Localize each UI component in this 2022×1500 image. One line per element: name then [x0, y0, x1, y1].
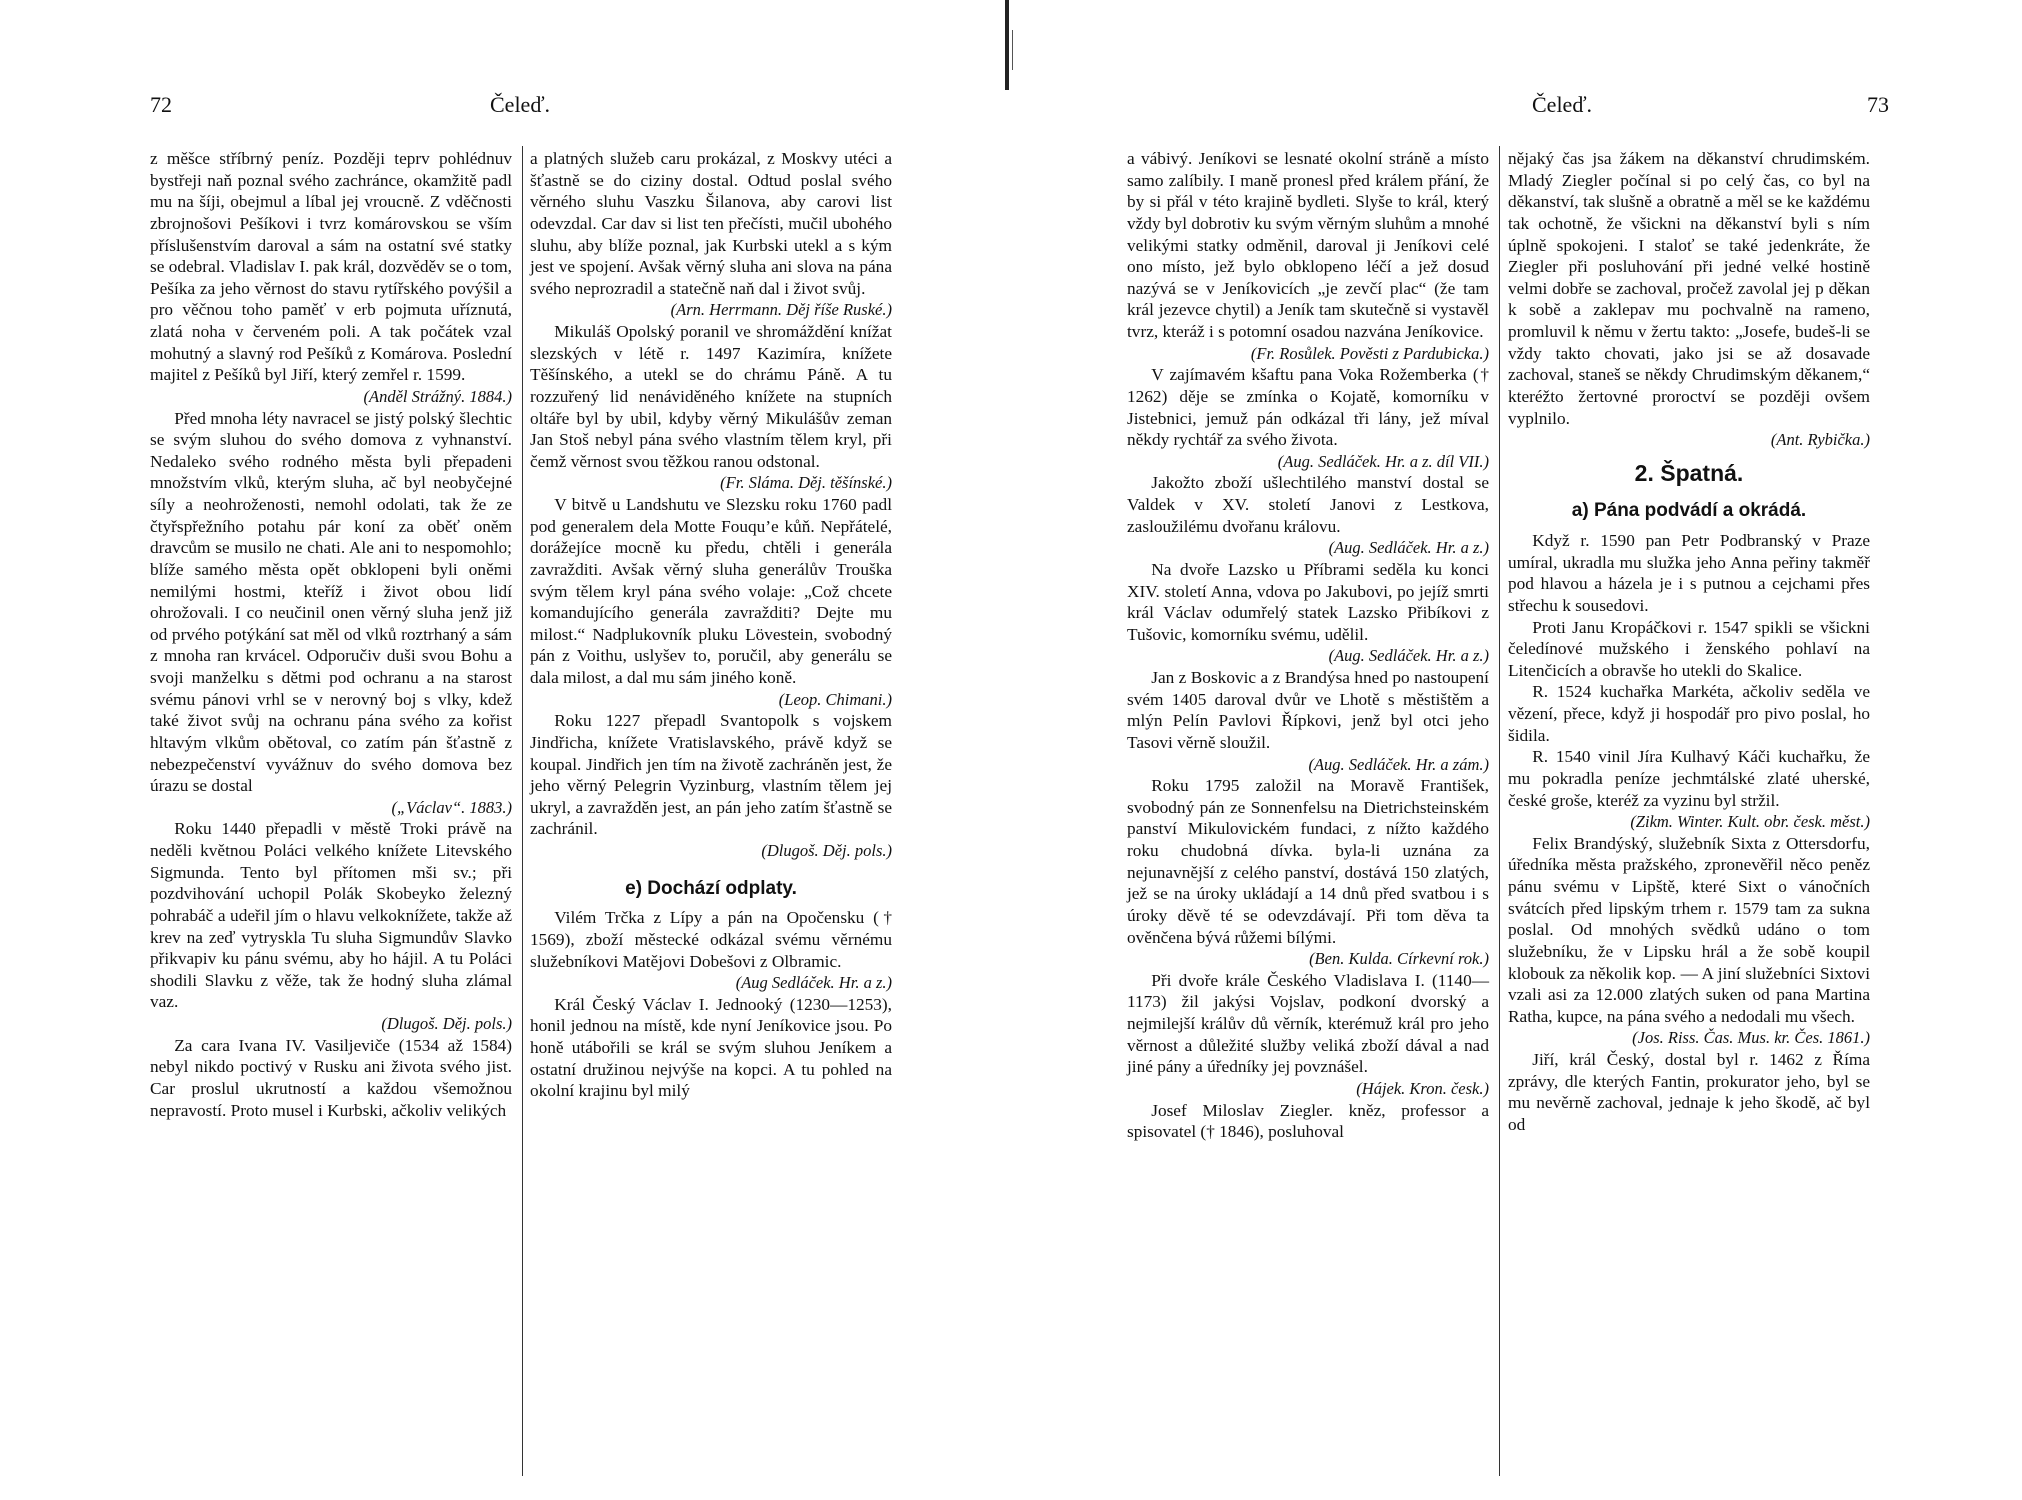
- section-heading: e) Dochází odplaty.: [625, 877, 797, 899]
- paragraph: Roku 1440 přepadli v městě Troki právě na neděli květnou Poláci velkého knížete Litevského Sigmunda. Tento byl přítomen mši sv.; při pozdvihování uchopil Polák Skobeyko železný pohrabáč a udeřil jím o hlavu velkoknížete, takže až krev na zeď vytryskla Tu sluha Sigmundův Slavko přikvapiv ku pánu svému, aby ho hájil. A tu Poláci shodili Slavku z věže, tak že hodný sluha zlámal vaz.: [150, 819, 512, 1012]
- paragraph: Král Český Václav I. Jednooký (1230—1253), honil jednou na místě, kde nyní Jeníkovice jsou. Po honě utábořili se král se svým sluhou Jeníkem a ostatní družinou nejvýše na kopci. A tu pohled na okolní krajinu byl milý: [530, 994, 892, 1101]
- paragraph: Jan z Boskovic a z Brandýsa hned po nastoupení svém 1405 daroval dvůr ve Lhotě s městištěm a mlýn Pelín Pavlovi Řípkovi, jenž byl otci jeho Tasovi věrně sloužil.: [1127, 668, 1489, 752]
- right-column: [1508, 148, 1870, 1136]
- paragraph: z měšce stříbrný peníz. Později teprv pohlédnuv bystřeji naň poznal svého zachránce, okamžitě padl mu na šíji, obejmul a líbal jej vroucně. Z vděčnosti zbrojnošovi Pešíkovi i tvrz komárovskou se vším příslušenstvím daroval a sám na ostatní své statky se odebral. Vladislav I. pak král, dozvěděv se o tom, Pešíka za jeho věrnost do stavu rytířského povýšil a pro věčnou toho paměť v erb pojmuta uříznutá, zlatá noha v červeném poli. A tak počátek vzal mohutný a slavný rod Pešíků z Komárova. Poslední majitel z Pešíků byl Jiří, který zemřel r. 1599.: [150, 149, 513, 385]
- source-citation: (Dlugoš. Děj. pols.): [761, 841, 892, 860]
- paragraph: V zajímavém kšaftu pana Voka Rožemberka († 1262) děje se zmínka o Kojatě, komorníku v Jistebnici, jemuž pán odkázal tři lány, jež míval někdy rychtář za svého života.: [1127, 365, 1489, 450]
- source-citation: (Aug. Sedláček. Hr. a z.): [1328, 646, 1489, 666]
- source-citation: (Fr. Sláma. Děj. těšínské.): [720, 473, 892, 493]
- source-citation: („Václav“. 1883.): [391, 797, 512, 817]
- paragraph: Při dvoře krále Českého Vladislava I. (1140—1173) žil jakýsi Vojslav, podkoní dvorský a nejmilejší králův dů věrník, kterémuž král pro jeho věrnost a důležité služby veliká zboží dával a nad jiné pány a úředníky jej povznášel.: [1127, 970, 1489, 1077]
- paragraph: Josef Miloslav Ziegler. kněz, professor a spisovatel († 1846), posluhoval: [1127, 1100, 1489, 1142]
- paragraph: Za cara Ivana IV. Vasiljeviče (1534 až 1584) nebyl nikdo poctivý v Rusku ani života svého jist. Car proslul ukrutností a každou všemožnou nepravostí. Proto musel i Kurbski, ačkoliv velikých: [150, 1035, 512, 1120]
- source-citation: (Fr. Rosůlek. Pověsti z Pardubicka.): [1250, 343, 1489, 363]
- source-citation: (Aug. Sedláček. Hr. a z. díl VII.): [1277, 451, 1489, 471]
- left-column: [150, 148, 512, 1121]
- chapter-heading: 2. Špatná.: [1634, 459, 1744, 486]
- paragraph: V bitvě u Landshutu ve Slezsku roku 1760 padl pod generalem dela Motte Fouqu’e kůň. Nepřátelé, dorážejíce mocně ku předu, chtěli i generála zavražditi. Avšak věrný sluha generálův Trouška svým tělem kryl pána svého volaje: „Což chcete komandujícího generála zavražditi? Dejte mu milost.“ Nadplukovník pluku Lövestein, svobodný pán z Voithu, uslyšev to, poručil, aby generálu se dala milost, a dal mu sám jiného koně.: [530, 495, 892, 687]
- running-header: Čeleď.: [490, 92, 551, 117]
- paragraph: Jakožto zboží ušlechtilého manství dostal se Valdek v XV. století Janovi z Lestkova, zasloužilému dvořanu královu.: [1127, 473, 1489, 536]
- page-number: 72: [150, 92, 172, 117]
- column-rule: [1499, 146, 1500, 1476]
- source-citation: (Leop. Chimani.): [778, 689, 892, 709]
- source-citation: (Anděl Strážný. 1884.): [363, 386, 512, 406]
- paragraph: a platných služeb caru prokázal, z Moskvy utéci a šťastně se do ciziny dostal. Odtud poslal svého věrného sluhu Vaszku Šilanova, aby carovi list odevzdal. Car dav si list ten přečísti, mučil ubohého sluhu, aby blíže poznal, jak Kurbski utekl a s kým jest ve spojení. Avšak věrný sluha ani slova na pána svého neprozradil a statečně naň dal i život svůj.: [530, 149, 892, 298]
- source-citation: (Dlugoš. Děj. pols.): [381, 1014, 512, 1033]
- source-citation: (Ben. Kulda. Církevní rok.): [1309, 949, 1489, 969]
- right-page: [1012, 0, 2022, 1500]
- running-header: Čeleď.: [1532, 92, 1593, 117]
- left-page: [0, 0, 1010, 1500]
- paragraph: Mikuláš Opolský poranil ve shromáždění knížat slezských v létě r. 1497 Kazimíra, knížete Těšínského, a utekl se do chrámu Páně. A tu rozzuřený lid nenáviděného knížete na stupních oltáře byl by ubil, kdyby věrný Mikulášův zeman Jan Stoš nebyl pána svého vlastním tělem kryl, při čemž věrnost svou těžkou ranou odstonal.: [530, 322, 892, 471]
- source-citation: (Jos. Riss. Čas. Mus. kr. Čes. 1861.): [1632, 1028, 1870, 1048]
- source-citation: (Hájek. Kron. česk.): [1356, 1078, 1489, 1098]
- source-citation: (Arn. Herrmann. Děj říše Ruské.): [670, 300, 892, 320]
- page-number: 73: [1867, 92, 1889, 117]
- paragraph: nějaký čas jsa žákem na děkanství chrudimském. Mladý Ziegler počínal si po celý čas, co byl na děkanství, tak slušně a obratně a měl se ke každému tak ochotně, že všickni na děkanství byli s ním úplně spokojeni. I staloť se také jedenkráte, že Ziegler při posluhování při jedné velké hostině velmi dobře se zachoval, pročež zavolal jej p děkan k sobě a zaklepav mu pochvalně na rameno, promluvil k němu v žertu takto: „Josefe, budeš-li se vždy takto chovati, jako jsi se až dosavade zachoval, staneš se někdy Chrudimským děkanem,“ kteréžto žertovné proroctví se později ovšem vyplnilo.: [1508, 149, 1870, 428]
- paragraph: a vábivý. Jeníkovi se lesnaté okolní stráně a místo samo zalíbily. I maně pronesl před králem přání, že by si přál v této krajině bydleti. Slyše to král, který vždy byl dobrotiv ku svým věrným sluhům a mnohé velikými statky odměnil, daroval ji Jeníkovi celé ono místo, jež bylo obklopeno léčí a jež dosud nazývá se v Jeníkovicích „je zevčí plac“ (že tam král jezevce chytil) a Jeník tam skutečně si vystavěl tvrz, kteráž i s potomní osadou nazvána Jeníkovice.: [1127, 149, 1489, 341]
- paragraph: Roku 1795 založil na Moravě František, svobodný pán ze Sonnenfelsu na Dietrichsteinském panství Mikulovickém fundaci, z nížto každého roku chudobná dívka. byla-li uznána za nejunavnější z celého panství, dostává 150 zlatých, jež se na úroky ukládají a 14 dnů před svatbou i s úroky děvě té se odevzdávají. Při tom děva ta ověnčena bývá růžemi bílými.: [1127, 776, 1489, 947]
- paragraph: Proti Janu Kropáčkovi r. 1547 spikli se všickni čeledínové mužského i ženského pohlaví na Litenčicích a obravše ho utekli do Skalice.: [1508, 617, 1870, 680]
- paragraph: Felix Brandýský, služebník Sixta z Ottersdorfu, úředníka města pražského, zpronevěřil něco peněz pánu svému v Lipště, které Sixt o vánočních svátcích před lipským trhem r. 1579 tam za sukna poslal. Od mnohých svědků udáno o tom služebníku, že v Lipsku hrál a že sobě koupil klobouk za několik kop. — A jiní služebníci Sixtovi vzali asi za 12.000 zlatých suken od pana Martina Ratha, kupce, na pána svého a nedodali mu všech.: [1508, 833, 1870, 1026]
- paragraph: R. 1524 kuchařka Markéta, ačkoliv seděla ve vězení, přece, když ji hospodář pro pivo poslal, ho šidila.: [1508, 682, 1870, 745]
- paragraph: Vilém Trčka z Lípy a pán na Opočensku († 1569), zboží městecké odkázal svému věrnému služebníkovi Matějovi Dobešovi z Olbramic.: [530, 908, 892, 971]
- section-heading: a) Pána podvádí a okrádá.: [1571, 500, 1807, 522]
- paragraph: Před mnoha léty navracel se jistý polský šlechtic se svým sluhou do svého domova z vyhnanství. Nedaleko svého rodného města byli přepadeni množstvím vlků, kterým sluha, ač byl neobyčejné síly a neohroženosti, nemohl odolati, tak že ze čtyřspřežního potahu pár koní za oběť oněm dravcům se musilo ne chati. Ale ani to nespomohlo; blíže samého města opět obklopeni byli oněmi nemilými hostmi, kteříž i život obou lidí ohrožovali. I co neučinil onen věrný sluha jenž již od prvého potýkání sat měl od vlků roztrhaný a sám z mnoha ran krvácel. Odporučiv duši svou Bohu a svoji manželku s dětmi pod ochranu a na starost svému pánovi vrhl se v nerovný boj s vlky, kdež také život svůj na ochranu pána svého za kořist hltavým vlkům obětoval, co zatím pán šťastně z nebezpečenství vyvážnuv do svého domova bez úrazu se dostal: [150, 408, 512, 796]
- paragraph: Na dvoře Lazsko u Příbrami seděla ku konci XIV. století Anna, vdova po Jakubovi, po jejíž smrti král Václav odumřelý statek Lazsko Přibíkovi z Tušovic, komorníku svému, udělil.: [1127, 559, 1489, 644]
- paragraph: Jiří, král Český, dostal byl r. 1462 z Říma zprávy, dle kterých Fantin, prokurator jeho, byl se mu nevěrně zachoval, jednaje k jeho škodě, ač byl od: [1508, 1050, 1870, 1134]
- paragraph: Roku 1227 přepadl Svantopolk s vojskem Jindřicha, knížete Vratislavského, právě když se koupal. Jindřich jen tím na životě zachráněn jest, že jeho věrný Pelegrin Vyzinburg, vlastním tělem jej ukryl, a zavražděn jest, an pán jeho zatím šťastně se zachránil.: [530, 711, 892, 839]
- paragraph: Když r. 1590 pan Petr Podbranský v Praze umíral, ukradla mu služka jeho Anna peřiny takměř pod hlavou a házela je i s putnou a cejchami přes střechu k sousedovi.: [1508, 531, 1870, 615]
- source-citation: (Ant. Rybička.): [1770, 430, 1870, 450]
- source-citation: (Aug. Sedláček. Hr. a zám.): [1308, 754, 1489, 774]
- source-citation: (Aug Sedláček. Hr. a z.): [735, 973, 892, 993]
- column-rule: [522, 146, 523, 1476]
- left-column: [1127, 148, 1489, 1143]
- source-citation: (Aug. Sedláček. Hr. a z.): [1328, 538, 1489, 558]
- right-column: [530, 148, 892, 1102]
- paragraph: R. 1540 vinil Jíra Kulhavý Káči kuchařku, že mu pokradla peníze jechmtálské zlaté uherské, české groše, kteréž za vyzinu byl stržil.: [1508, 747, 1870, 810]
- source-citation: (Zikm. Winter. Kult. obr. česk. měst.): [1630, 812, 1870, 832]
